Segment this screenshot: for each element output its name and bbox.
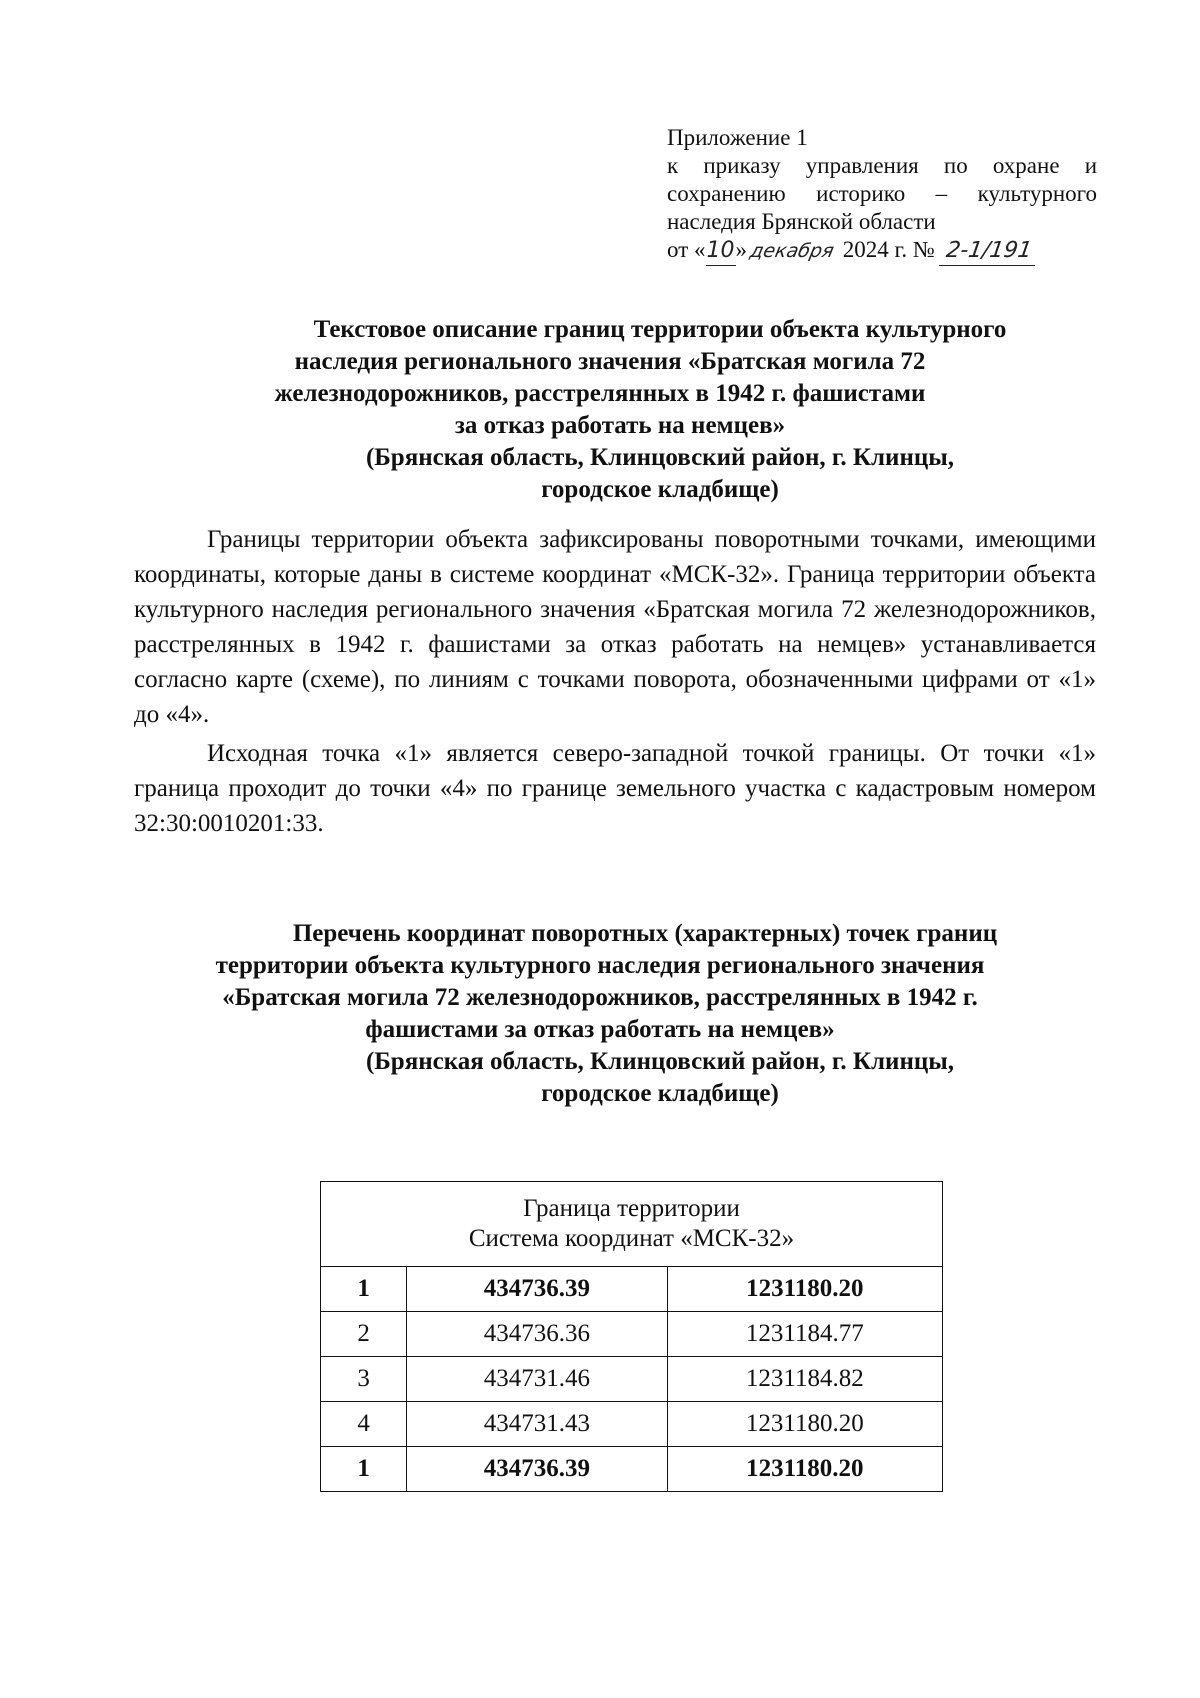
title2-line: Перечень координат поворотных (характерных) точек границ bbox=[292, 920, 998, 947]
title2-line: территории объекта культурного наследия регионального значения bbox=[215, 952, 985, 979]
coordinates-table bbox=[320, 1181, 943, 1492]
title1-line: за отказ работать на немцев» bbox=[454, 412, 786, 439]
table-header-title: Граница территории bbox=[523, 1195, 740, 1222]
coord-x: 434731.43 bbox=[407, 1402, 667, 1447]
coord-y: 1231180.20 bbox=[667, 1447, 942, 1492]
date-prefix: от « bbox=[667, 237, 706, 262]
point-number: 3 bbox=[321, 1357, 407, 1402]
appendix-title: Приложение 1 bbox=[667, 125, 808, 150]
table-header-system: Система координат «МСК-32» bbox=[468, 1225, 795, 1252]
body-text bbox=[134, 522, 1096, 841]
coord-y: 1231180.20 bbox=[667, 1402, 942, 1447]
order-number-handwritten: 2-1/191 bbox=[939, 237, 1039, 266]
title-boundary-description bbox=[0, 314, 1200, 506]
table-row bbox=[321, 1357, 943, 1402]
appendix-order-ref: к приказу управления по охране и bbox=[667, 153, 1097, 178]
title2-line: «Братская могила 72 железнодорожников, расстрелянных в 1942 г. bbox=[222, 984, 978, 1011]
table-row bbox=[321, 1267, 943, 1312]
title2-line: городское кладбище) bbox=[541, 1080, 779, 1107]
point-number: 4 bbox=[321, 1402, 407, 1447]
appendix-date-line bbox=[667, 236, 1097, 266]
coord-y: 1231184.77 bbox=[667, 1312, 942, 1357]
title1-line: железнодорожников, расстрелянных в 1942 г. фашистами bbox=[274, 380, 926, 407]
title1-line: Текстовое описание границ территории объекта культурного bbox=[313, 316, 1007, 343]
paragraph-start-point: Исходная точка «1» является северо-западной точкой границы. От точки «1» граница проходит до точки «4» по границе земельного участка с кадастровым номером 32:30:0010201:33. bbox=[134, 740, 1096, 837]
table-row bbox=[321, 1402, 943, 1447]
date-day-handwritten: 10 bbox=[706, 237, 736, 266]
title1-line: наследия регионального значения «Братская могила 72 bbox=[294, 348, 926, 375]
point-number: 1 bbox=[321, 1447, 407, 1492]
coord-y: 1231184.82 bbox=[667, 1357, 942, 1402]
paragraph-boundaries: Границы территории объекта зафиксированы поворотными точками, имеющими координаты, которые даны в системе координат «МСК-32». Граница территории объекта культурного наследия регионального значения «Братская могила 72 железнодорожников, расстрелянных в 1942 г. фашистами за отказ работать на немцев» устанавливается согласно карте (схеме), по линиям с точками поворота, обозначенными цифрами от «1» до «4». bbox=[134, 526, 1096, 728]
title1-line: городское кладбище) bbox=[541, 476, 779, 503]
appendix-header bbox=[667, 124, 1097, 266]
point-number: 2 bbox=[321, 1312, 407, 1357]
title1-line: (Брянская область, Клинцовский район, г. Клинцы, bbox=[365, 444, 955, 471]
table-header-row bbox=[321, 1182, 943, 1267]
title2-line: (Брянская область, Клинцовский район, г. Клинцы, bbox=[365, 1048, 955, 1075]
coord-y: 1231180.20 bbox=[667, 1267, 942, 1312]
coord-x: 434731.46 bbox=[407, 1357, 667, 1402]
coord-x: 434736.36 bbox=[407, 1312, 667, 1357]
date-mid: » bbox=[735, 237, 747, 262]
date-month-handwritten: декабря bbox=[748, 240, 836, 262]
appendix-region: наследия Брянской области bbox=[667, 209, 936, 234]
point-number: 1 bbox=[321, 1267, 407, 1312]
title-coordinates-list bbox=[0, 918, 1200, 1110]
appendix-authority: сохранению историко – культурного bbox=[667, 181, 1097, 206]
title2-line: фашистами за отказ работать на немцев» bbox=[365, 1016, 835, 1043]
table-header bbox=[321, 1182, 943, 1267]
date-year: 2024 г. № bbox=[837, 237, 941, 262]
coord-x: 434736.39 bbox=[407, 1267, 667, 1312]
table-row bbox=[321, 1447, 943, 1492]
table-row bbox=[321, 1312, 943, 1357]
coord-x: 434736.39 bbox=[407, 1447, 667, 1492]
